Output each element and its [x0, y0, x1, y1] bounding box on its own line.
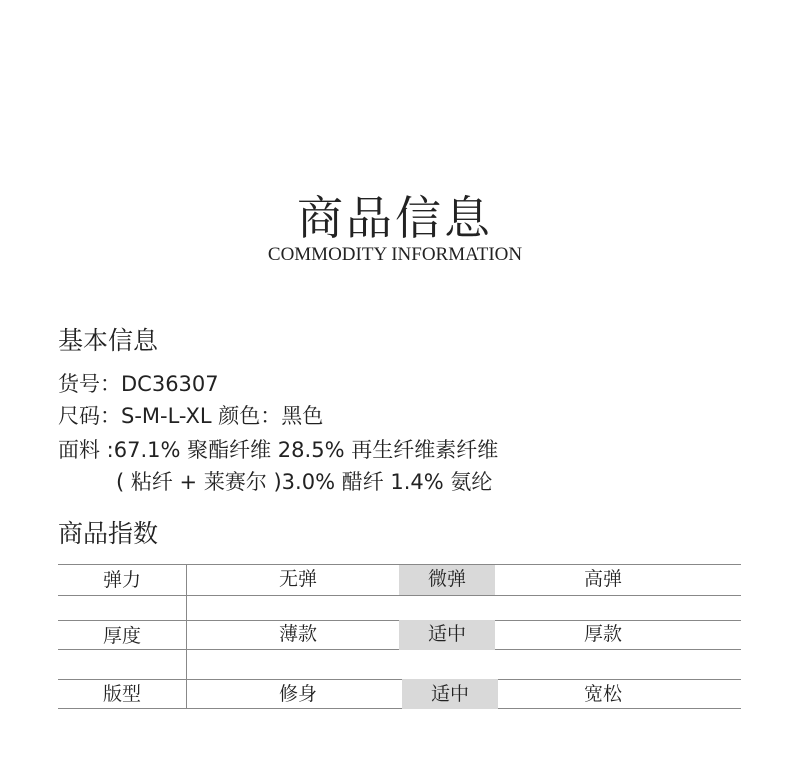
option-slim: 修身 — [278, 683, 317, 705]
size-color-line: 尺码：S-M-L-XL 颜色：黑色 — [58, 404, 324, 428]
fabric-line: 面料 :67.1% 聚酯纤维 28.5% 再生纤维素纤维 — [58, 438, 499, 462]
row-label-elasticity: 弹力 — [102, 569, 141, 591]
row-label-fit: 版型 — [102, 683, 141, 705]
option-thick: 厚款 — [583, 623, 622, 645]
option-slight-stretch: 微弹 — [427, 568, 466, 590]
option-high-stretch: 高弹 — [583, 568, 622, 590]
table-column-divider — [186, 564, 187, 708]
product-index-heading: 商品指数 — [58, 519, 159, 548]
option-medium-thickness: 适中 — [427, 623, 466, 645]
page-title-cn: 商品信息 — [297, 191, 493, 245]
basic-info-heading: 基本信息 — [58, 326, 159, 355]
row-label-thickness: 厚度 — [102, 625, 141, 647]
table-rule — [58, 595, 741, 596]
option-no-stretch: 无弹 — [278, 568, 317, 590]
fabric-line-continued: ( 粘纤 + 莱赛尔 )3.0% 醋纤 1.4% 氨纶 — [116, 470, 493, 494]
option-thin: 薄款 — [278, 623, 317, 645]
sku-line: 货号：DC36307 — [58, 372, 219, 396]
page-title-en: COMMODITY INFORMATION — [267, 244, 523, 265]
option-loose: 宽松 — [583, 683, 622, 705]
option-regular-fit: 适中 — [430, 683, 469, 705]
